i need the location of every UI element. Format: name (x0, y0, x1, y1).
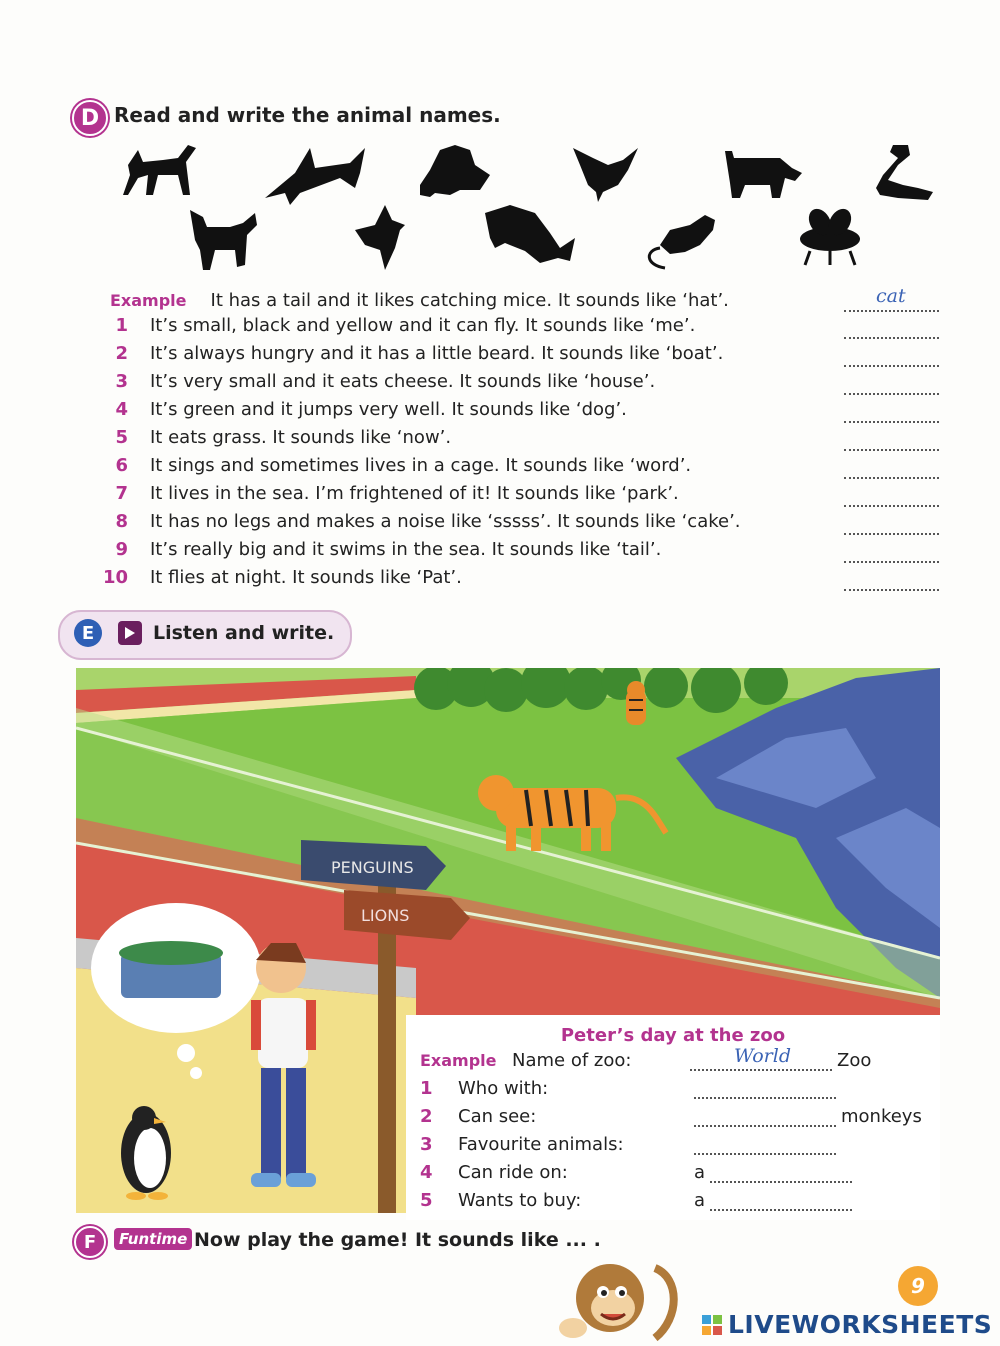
section-d-title: Read and write the animal names. (114, 103, 501, 127)
example-text: It has a tail and it likes catching mice. It sounds like ‘hat’. (210, 289, 729, 311)
question-text: It eats grass. It sounds like ‘now’. (150, 426, 452, 448)
question-number: 10 (102, 566, 128, 588)
question-text: It’s always hungry and it has a little beard. It sounds like ‘boat’. (150, 342, 724, 364)
question-text: It flies at night. It sounds like ‘Pat’. (150, 566, 462, 588)
zoo-example-prompt: Name of zoo: (512, 1050, 632, 1071)
zoo-item-row (420, 1106, 922, 1127)
monkey-mascot (555, 1258, 685, 1346)
question-number: 5 (115, 426, 128, 448)
question-number: 7 (115, 482, 128, 504)
bee-silhouette (800, 205, 860, 265)
lions-sign-text: LIONS (361, 906, 410, 925)
question-number: 9 (115, 538, 128, 560)
example-answer: cat (876, 285, 906, 307)
section-e-badge: E (74, 619, 102, 647)
section-d-badge: D (72, 100, 108, 136)
zoo-example-suffix: Zoo (837, 1050, 872, 1071)
question-text: It’s very small and it eats cheese. It sounds like ‘house’. (150, 370, 656, 392)
zoo-example-answer-line (690, 1044, 832, 1071)
zoo-example-label: Example (420, 1051, 497, 1070)
zoo-item-prompt: Wants to buy: (458, 1190, 582, 1211)
zoo-item-row (420, 1190, 852, 1211)
zoo-item-row (420, 1078, 836, 1099)
audio-play-icon[interactable] (118, 621, 142, 645)
section-f-title: Now play the game! It sounds like ... . (194, 1229, 601, 1251)
question-row (98, 424, 451, 450)
answer-field-8[interactable] (844, 513, 939, 535)
liveworksheets-icon (702, 1315, 722, 1335)
mouse-silhouette (649, 215, 715, 268)
zoo-item-number: 3 (420, 1134, 433, 1155)
zoo-answer-field-4[interactable] (710, 1163, 852, 1183)
frog-silhouette (420, 145, 490, 197)
question-row (98, 368, 655, 394)
cow-silhouette (725, 151, 802, 198)
question-number: 1 (115, 314, 128, 336)
question-row (98, 536, 661, 562)
answer-field-10[interactable] (844, 569, 939, 591)
question-row (98, 396, 627, 422)
tiger-sitting (626, 681, 646, 725)
bat-silhouette (355, 205, 405, 270)
cat-silhouette (123, 145, 196, 195)
answer-field-5[interactable] (844, 429, 939, 451)
answer-field-3[interactable] (844, 373, 939, 395)
question-text: It lives in the sea. I’m frightened of it! It sounds like ‘park’. (150, 482, 679, 504)
question-number: 6 (115, 454, 128, 476)
answer-field-7[interactable] (844, 485, 939, 507)
question-row (98, 452, 691, 478)
answer-field-2[interactable] (844, 345, 939, 367)
question-text: It’s small, black and yellow and it can fly. It sounds like ‘me’. (150, 314, 696, 336)
zoo-example-answer: World (734, 1044, 791, 1067)
question-row (98, 312, 695, 338)
question-row (98, 564, 462, 590)
snake-silhouette (876, 145, 933, 200)
answer-field-9[interactable] (844, 541, 939, 563)
section-f-badge: F (74, 1226, 106, 1258)
zoo-item-prompt: Favourite animals: (458, 1134, 624, 1155)
answer-field-6[interactable] (844, 457, 939, 479)
zoo-item-prompt: Can see: (458, 1106, 537, 1127)
zoo-item-number: 5 (420, 1190, 433, 1211)
question-row (98, 480, 679, 506)
zoo-item-number: 4 (420, 1162, 433, 1183)
zoo-example-row (420, 1044, 872, 1071)
zoo-answer-field-3[interactable] (694, 1135, 836, 1155)
question-text: It has no legs and makes a noise like ‘sssss’. It sounds like ‘cake’. (150, 510, 741, 532)
section-e-title: Listen and write. (153, 622, 335, 644)
animal-silhouettes (110, 135, 950, 280)
zoo-answer-field-5[interactable] (710, 1191, 852, 1211)
brand-text: LIVEWORKSHEETS (728, 1310, 993, 1339)
zoo-item-row (420, 1162, 852, 1183)
answer-field-4[interactable] (844, 401, 939, 423)
question-number: 8 (115, 510, 128, 532)
zoo-answer-field-2[interactable] (694, 1107, 836, 1127)
goat-silhouette (190, 210, 257, 270)
zoo-item-prompt: Who with: (458, 1078, 549, 1099)
zoo-answer-field-1[interactable] (694, 1079, 836, 1099)
page-number: 9 (898, 1266, 938, 1306)
question-text: It’s really big and it swims in the sea. It sounds like ‘tail’. (150, 538, 662, 560)
zoo-item-prefix: a (694, 1190, 706, 1211)
question-number: 4 (115, 398, 128, 420)
answer-field-1[interactable] (844, 317, 939, 339)
zoo-item-prefix: a (694, 1162, 706, 1183)
bird-silhouette (573, 148, 638, 202)
example-row (110, 287, 729, 313)
penguins-sign-text: PENGUINS (331, 858, 414, 877)
question-number: 2 (115, 342, 128, 364)
question-number: 3 (115, 370, 128, 392)
zoo-item-row (420, 1134, 836, 1155)
zoo-item-suffix: monkeys (841, 1106, 922, 1127)
liveworksheets-logo (702, 1310, 992, 1339)
question-text: It’s green and it jumps very well. It sounds like ‘dog’. (150, 398, 627, 420)
whale-silhouette (485, 205, 575, 263)
question-text: It sings and sometimes lives in a cage. It sounds like ‘word’. (150, 454, 692, 476)
question-row (98, 340, 723, 366)
example-label: Example (110, 290, 187, 310)
zoo-item-number: 2 (420, 1106, 433, 1127)
zoo-form-title: Peter’s day at the zoo (560, 1025, 786, 1046)
question-row (98, 508, 741, 534)
zoo-item-number: 1 (420, 1078, 433, 1099)
shark-silhouette (265, 148, 365, 205)
funtime-label: Funtime (114, 1228, 192, 1250)
zoo-item-prompt: Can ride on: (458, 1162, 568, 1183)
